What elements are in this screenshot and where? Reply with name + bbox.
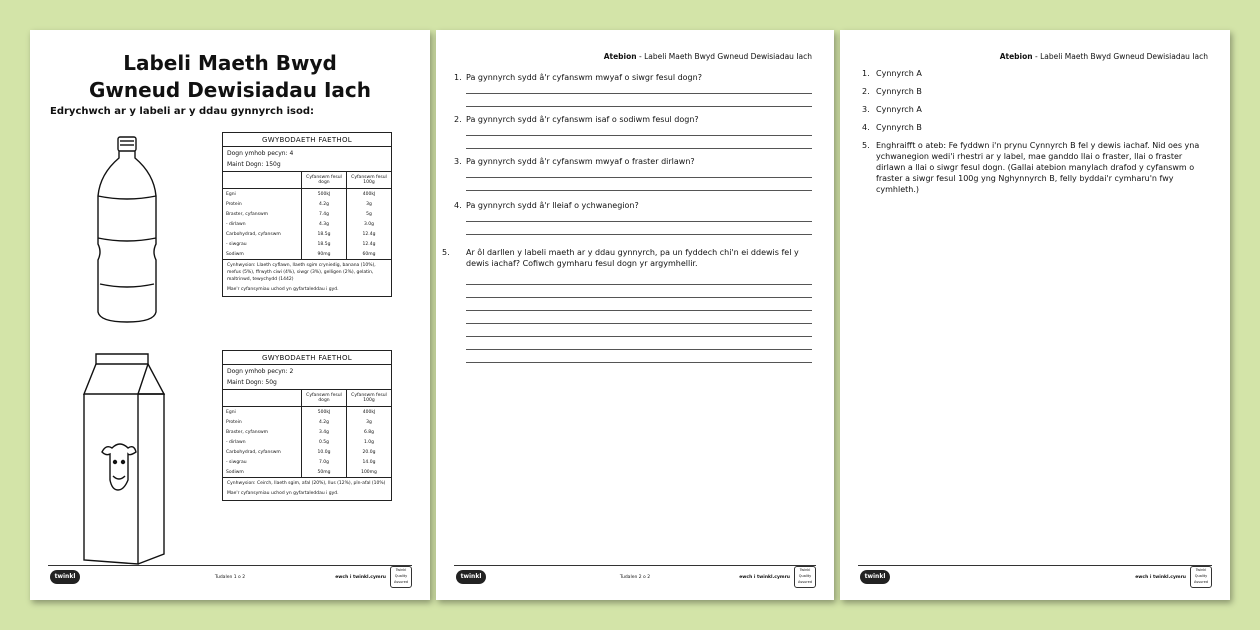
row-value-100g: 3g xyxy=(347,199,392,209)
twinkl-logo: twinkl xyxy=(456,570,486,584)
row-label: - siwgrau xyxy=(226,241,247,247)
column-header-row xyxy=(223,390,391,407)
answer-text: Cynnyrch B xyxy=(876,87,922,96)
header-bold: Atebion xyxy=(999,52,1033,61)
page-header xyxy=(604,52,812,61)
answer-line[interactable] xyxy=(466,106,812,107)
row-value-serving: 7.0g xyxy=(302,457,347,467)
column-header-row xyxy=(223,172,391,189)
row-value-serving: 90mg xyxy=(302,249,347,259)
ingredients-text: Cynhwysion: Ceirch, llaeth sgim, afal (20%), llus (12%), pîn-afal (10%) xyxy=(223,477,391,489)
table-row xyxy=(223,249,391,259)
blank-header-cell xyxy=(223,172,302,189)
answer-1 xyxy=(862,68,1210,79)
per-serving-header: Cyfanswm fesul dogn xyxy=(302,172,347,189)
row-label: Protein xyxy=(226,419,242,425)
table-row xyxy=(223,467,391,477)
question-number: 1. xyxy=(454,73,462,82)
table-row xyxy=(223,437,391,447)
answer-line[interactable] xyxy=(466,177,812,178)
milk-carton-illustration xyxy=(82,350,172,570)
answer-number: 3. xyxy=(862,105,870,114)
answer-number: 4. xyxy=(862,123,870,132)
title-line-2: Gwneud Dewisiadau Iach xyxy=(88,78,371,102)
row-value-serving: 4.2g xyxy=(302,417,347,427)
table-row xyxy=(223,457,391,467)
row-label: Braster, cyfanswm xyxy=(226,211,269,217)
averages-note: Mae'r cyfansymiau uchod yn gyfartaleddau i gyd. xyxy=(227,287,339,292)
answer-line[interactable] xyxy=(466,297,812,298)
row-value-serving: 18.5g xyxy=(302,239,347,249)
site-link[interactable]: ewch i twinkl.cymru xyxy=(1135,575,1186,580)
row-value-serving: 4.3g xyxy=(302,219,347,229)
question-text: Pa gynnyrch sydd â'r cyfanswm mwyaf o fraster dirlawn? xyxy=(466,157,695,166)
header-rest: - Labeli Maeth Bwyd Gwneud Dewisiadau Iach xyxy=(1032,52,1208,61)
question-text: Pa gynnyrch sydd â'r cyfanswm mwyaf o siwgr fesul dogn? xyxy=(466,73,702,82)
per-serving-header: Cyfanswm fesul dogn xyxy=(302,390,347,407)
row-value-100g: 1.0g xyxy=(347,437,392,447)
row-value-100g: 12.4g xyxy=(347,229,392,239)
row-value-100g: 12.4g xyxy=(347,239,392,249)
nutrition-table-a xyxy=(222,132,392,297)
quality-badge: Twinkl Quality Assured xyxy=(794,566,816,588)
nutrition-heading: GWYBODAETH FAETHOL xyxy=(223,351,391,365)
averages-note: Mae'r cyfansymiau uchod yn gyfartaleddau i gyd. xyxy=(227,491,339,496)
page-number: Tudalen 1 o 2 xyxy=(214,575,246,580)
row-label: - dirlawn xyxy=(226,221,246,227)
answer-3 xyxy=(862,104,1210,115)
question-1 xyxy=(454,72,814,83)
question-number: 3. xyxy=(454,157,462,166)
question-3 xyxy=(454,156,814,167)
row-value-100g: 14.0g xyxy=(347,457,392,467)
question-2 xyxy=(454,114,814,125)
site-link[interactable]: ewch i twinkl.cymru xyxy=(335,575,386,580)
row-value-serving: 500kJ xyxy=(302,407,347,418)
serving-size: Maint Dogn: 150g xyxy=(227,161,281,168)
row-value-100g: 3.0g xyxy=(347,219,392,229)
answer-line[interactable] xyxy=(466,190,812,191)
quality-badge: Twinkl Quality Assured xyxy=(1190,566,1212,588)
question-5 xyxy=(442,247,814,269)
question-text: Ar ôl darllen y labeli maeth ar y ddau gynnyrch, pa un fyddech chi'n ei ddewis fel y dewis iachaf? Cofiwch gymharu fesul dogn yr argymhellir. xyxy=(466,248,799,268)
answer-line[interactable] xyxy=(466,284,812,285)
quality-badge: Twinkl Quality Assured xyxy=(390,566,412,588)
table-row xyxy=(223,209,391,219)
servings-per-pack: Dogn ymhob pecyn: 2 xyxy=(227,368,294,375)
servings-per-pack: Dogn ymhob pecyn: 4 xyxy=(227,150,294,157)
question-number: 2. xyxy=(454,115,462,124)
row-value-100g: 400kJ xyxy=(347,407,392,418)
title-line-1: Labeli Maeth Bwyd xyxy=(123,51,337,75)
page-footer xyxy=(48,565,412,584)
row-label: - siwgrau xyxy=(226,459,247,465)
nutrition-table-b xyxy=(222,350,392,501)
header-rest: - Labeli Maeth Bwyd Gwneud Dewisiadau Iach xyxy=(636,52,812,61)
twinkl-logo: twinkl xyxy=(860,570,890,584)
question-number: 5. xyxy=(442,248,450,257)
row-value-100g: 20.0g xyxy=(347,447,392,457)
row-value-serving: 10.0g xyxy=(302,447,347,457)
answer-number: 5. xyxy=(862,141,870,150)
table-row xyxy=(223,407,391,418)
site-link[interactable]: ewch i twinkl.cymru xyxy=(739,575,790,580)
answer-line[interactable] xyxy=(466,93,812,94)
row-value-serving: 3.4g xyxy=(302,427,347,437)
answer-number: 2. xyxy=(862,87,870,96)
row-value-serving: 500kJ xyxy=(302,189,347,200)
row-value-100g: 3g xyxy=(347,417,392,427)
row-label: Egni xyxy=(226,191,236,197)
header-bold: Atebion xyxy=(603,52,637,61)
answer-text: Cynnyrch A xyxy=(876,105,922,114)
answers-page xyxy=(840,30,1230,600)
answer-text: Cynnyrch B xyxy=(876,123,922,132)
row-label: Carbohydrad, cyfanswm xyxy=(226,449,281,455)
row-value-100g: 100mg xyxy=(347,467,392,477)
answer-line[interactable] xyxy=(466,310,812,311)
worksheet-page-1 xyxy=(30,30,430,600)
row-value-serving: 0.5g xyxy=(302,437,347,447)
answer-line[interactable] xyxy=(466,323,812,324)
answer-2 xyxy=(862,86,1210,97)
row-label: - dirlawn xyxy=(226,439,246,445)
nutrition-heading: GWYBODAETH FAETHOL xyxy=(223,133,391,147)
answer-4 xyxy=(862,122,1210,133)
table-row xyxy=(223,239,391,249)
answer-line[interactable] xyxy=(466,148,812,149)
table-row xyxy=(223,447,391,457)
question-text: Pa gynnyrch sydd â'r lleiaf o ychwanegion? xyxy=(466,201,639,210)
page-header xyxy=(1000,52,1208,61)
page-footer xyxy=(454,565,816,584)
row-label: Sodiwm xyxy=(226,469,244,475)
blank-header-cell xyxy=(223,390,302,407)
answer-line[interactable] xyxy=(466,135,812,136)
per-100g-header: Cyfanswm fesul 100g xyxy=(347,172,392,189)
table-row xyxy=(223,199,391,209)
row-value-serving: 7.4g xyxy=(302,209,347,219)
answer-text: Enghraifft o ateb: Fe fyddwn i'n prynu Cynnyrch B fel y dewis iachaf. Nid oes yna ychwanegion wedi'i rhestri ar y label, mae ganddo llai o fraster, llai o fraster dirlawn a llai o siwgr fesul dogn. (Gallai atebion manylach drafod y cyfanswm o fraster a siwgr fesul 100g yng Nghynnyrch B, felly byddai'r cymharu'n fwy cymhleth.) xyxy=(876,141,1200,194)
answer-line[interactable] xyxy=(466,336,812,337)
answer-number: 1. xyxy=(862,69,870,78)
table-row xyxy=(223,219,391,229)
table-row xyxy=(223,189,391,200)
page-title xyxy=(30,50,430,104)
row-label: Carbohydrad, cyfanswm xyxy=(226,231,281,237)
row-value-serving: 18.5g xyxy=(302,229,347,239)
table-row xyxy=(223,427,391,437)
ingredients-text: Cynhwysion: Llaeth cyflawn, llaeth sgim cryniedig, banana (10%), mefus (5%), ffrwyth ciwi (4%), siwgr (3%), gelligen (2%), gelatin, maltrinwd, tewychydd (1442) xyxy=(223,259,391,285)
intro-text: Edrychwch ar y labeli ar y ddau gynnyrch isod: xyxy=(50,106,314,117)
answer-text: Cynnyrch A xyxy=(876,69,922,78)
row-value-100g: 5g xyxy=(347,209,392,219)
serving-size: Maint Dogn: 50g xyxy=(227,379,277,386)
table-row xyxy=(223,229,391,239)
answer-5 xyxy=(862,140,1210,195)
nutrition-grid xyxy=(223,389,391,477)
answer-line[interactable] xyxy=(466,221,812,222)
row-label: Egni xyxy=(226,409,236,415)
question-number: 4. xyxy=(454,201,462,210)
row-label: Protein xyxy=(226,201,242,207)
row-value-serving: 50mg xyxy=(302,467,347,477)
twinkl-logo: twinkl xyxy=(50,570,80,584)
page-number: Tudalen 2 o 2 xyxy=(619,575,651,580)
row-value-serving: 4.2g xyxy=(302,199,347,209)
question-4 xyxy=(454,200,814,211)
nutrition-grid xyxy=(223,171,391,259)
answer-line[interactable] xyxy=(466,362,812,363)
row-value-100g: 6.8g xyxy=(347,427,392,437)
per-100g-header: Cyfanswm fesul 100g xyxy=(347,390,392,407)
worksheet-page-2 xyxy=(436,30,834,600)
row-label: Sodiwm xyxy=(226,251,244,257)
page-footer xyxy=(858,565,1212,584)
bottle-illustration xyxy=(92,134,162,324)
table-row xyxy=(223,417,391,427)
question-text: Pa gynnyrch sydd â'r cyfanswm isaf o sodiwm fesul dogn? xyxy=(466,115,699,124)
row-value-100g: 60mg xyxy=(347,249,392,259)
answer-line[interactable] xyxy=(466,234,812,235)
row-value-100g: 400kJ xyxy=(347,189,392,200)
answer-line[interactable] xyxy=(466,349,812,350)
row-label: Braster, cyfanswm xyxy=(226,429,269,435)
